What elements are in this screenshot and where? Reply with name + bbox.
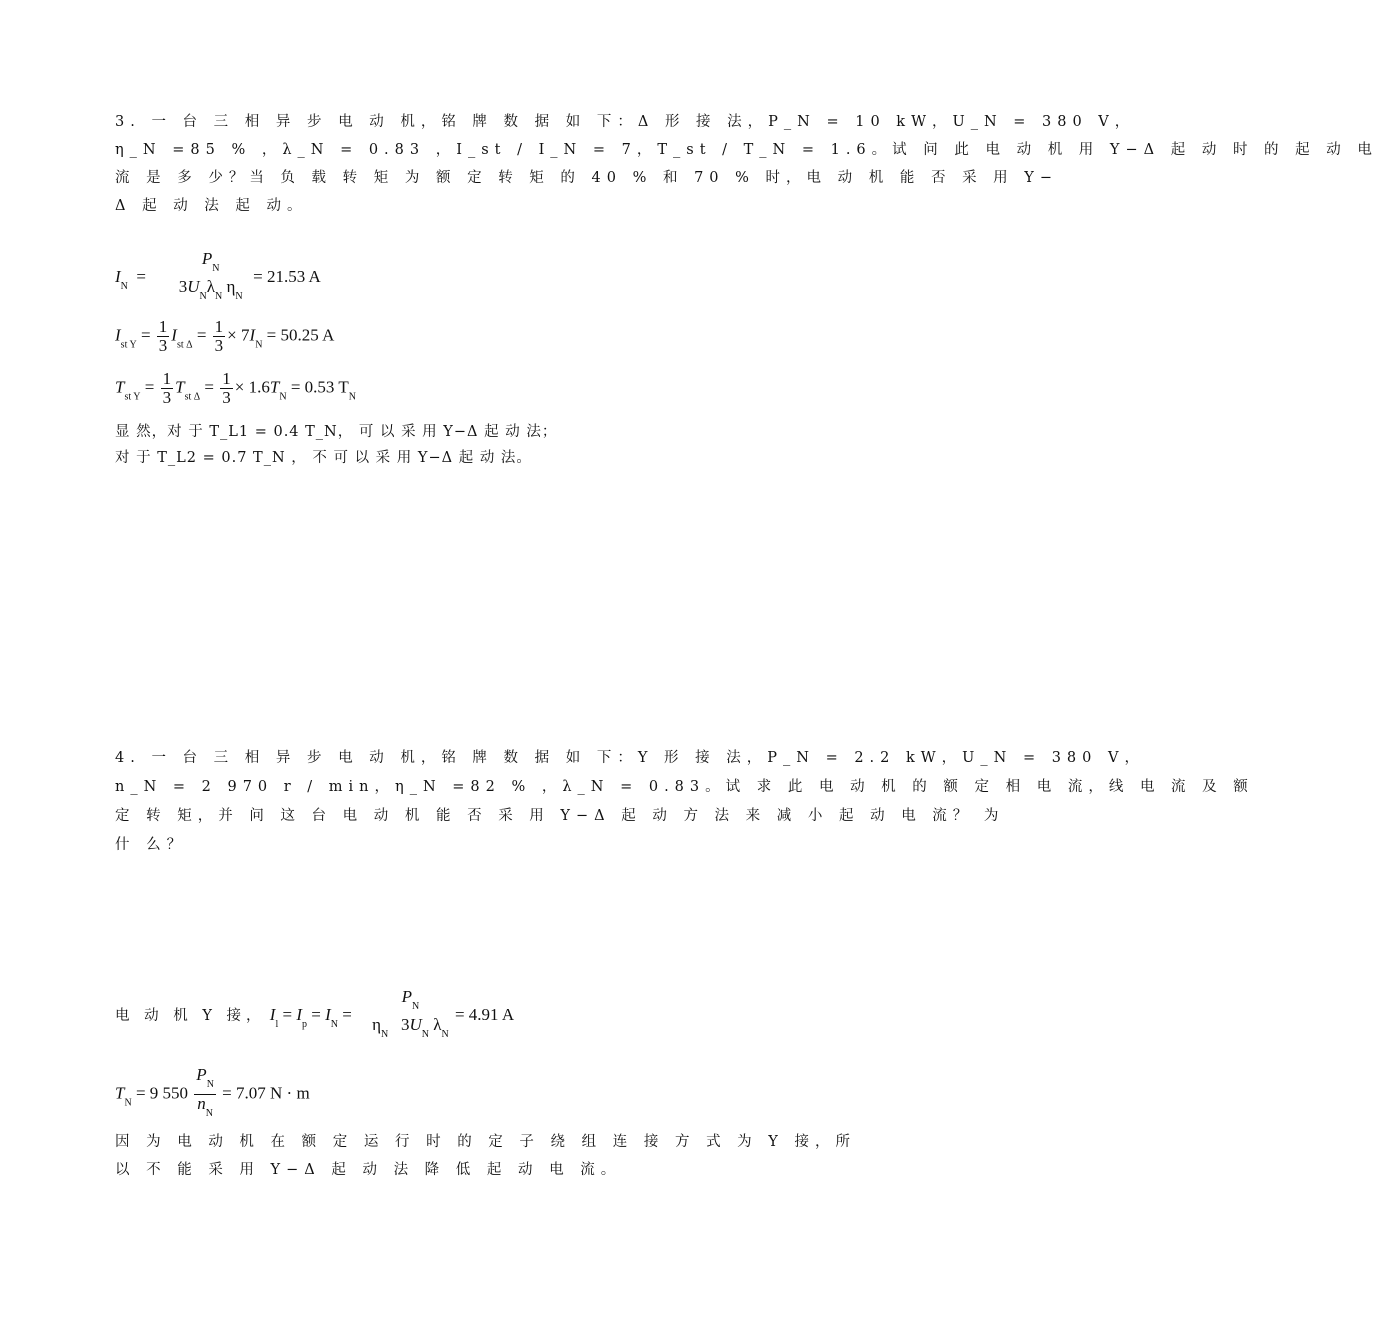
problem3-line1: 3. 一 台 三 相 异 步 电 动 机，铭 牌 数 据 如 下：Δ 形 接 法，P_N = 10 kW，U_N = 380 V， [115, 114, 1136, 130]
problem3-eq3-mid: × 1.6 [234, 377, 270, 397]
problem3-eq2-result: = 50.25 A [266, 325, 335, 345]
problem4-line2: n_N = 2 970 r / min，η_N =82 % ，λ_N = 0.83。试 求 此 电 动 机 的 额 定 相 电 流，线 电 流 及 额 [115, 779, 1254, 795]
problem3-line3: 流 是 多 少？当 负 载 转 矩 为 额 定 转 矩 的 40 % 和 70 % 时，电 动 机 能 否 采 用 Y− [115, 170, 1059, 186]
problem3-conclusion2: 对 于 T_L2 = 0.7 T_N ， 不 可 以 采 用 Y−Δ 起 动 法。 [115, 450, 532, 466]
problem4-conclusion1: 因 为 电 动 机 在 额 定 运 行 时 的 定 子 绕 组 连 接 方 式 为 Y 接，所 [115, 1134, 856, 1150]
problem3-eq1-result: = 21.53 A [253, 266, 321, 286]
problem3-eq3-result: = 0.53 T [290, 377, 349, 397]
problem4-line4: 什 么？ [115, 837, 188, 853]
problem4-eq2-const: = 9 550 [135, 1083, 189, 1103]
problem4-conclusion2: 以 不 能 采 用 Y−Δ 起 动 法 降 低 起 动 电 流。 [115, 1162, 622, 1178]
problem3-eq1: $I_N$ = $P_N$ $3U_N\lambda_N$ $\eta_N$ = 21.53 A [115, 249, 321, 302]
problem4-eq2: $T_N = 9$ 550 $\frac{P_N}{n_N}$ = 7.07 N · m [115, 1065, 310, 1119]
problem4-eq1: 电 动 机 Y 接， $I_l = I_p = I_N$ = $P_N$ $\eta_N$ $3U_N$ $\lambda_N$ = 4.91 A [115, 987, 515, 1040]
problem4-eq2-result: = 7.07 N · m [222, 1083, 310, 1103]
problem4-eq1-prefix: 电 动 机 Y 接， [115, 1007, 266, 1024]
problem3-eq2: $I_{st Y}$ = $\frac{1}{3}$ $I_{st \Delta}$ = $\frac{1}{3}$ × $7I_N = 50.25$ A [115, 317, 335, 355]
problem4-line3: 定 转 矩，并 问 这 台 电 动 机 能 否 采 用 Y−Δ 起 动 方 法 来 减 小 起 动 电 流？ 为 [115, 808, 1005, 824]
problem4-line1: 4. 一 台 三 相 异 步 电 动 机，铭 牌 数 据 如 下：Y 形 接 法，P_N = 2.2 kW，U_N = 380 V， [115, 750, 1145, 766]
problem4-eq1-result: = 4.91 A [454, 1004, 515, 1024]
problem3-line2: η_N =85 % ，λ_N = 0.83 ，I_st / I_N = 7，T_st / T_N = 1.6。试 问 此 电 动 机 用 Y−Δ 起 动 时 的 起 动 电 [115, 142, 1378, 158]
problem3-line4: Δ 起 动 法 起 动。 [115, 198, 308, 214]
problem3-eq3: $T_{st Y}$ = $\frac{1}{3}$ $T_{st \Delta}$ = $\frac{1}{3}$ × $1.6T_N = 0.53$ $T_N$ [115, 369, 356, 407]
problem3-eq2-mid: × 7 [227, 325, 250, 345]
problem3-conclusion1: 显 然，对 于 T_L1 = 0.4 T_N， 可 以 采 用 Y−Δ 起 动 法； [115, 424, 558, 440]
